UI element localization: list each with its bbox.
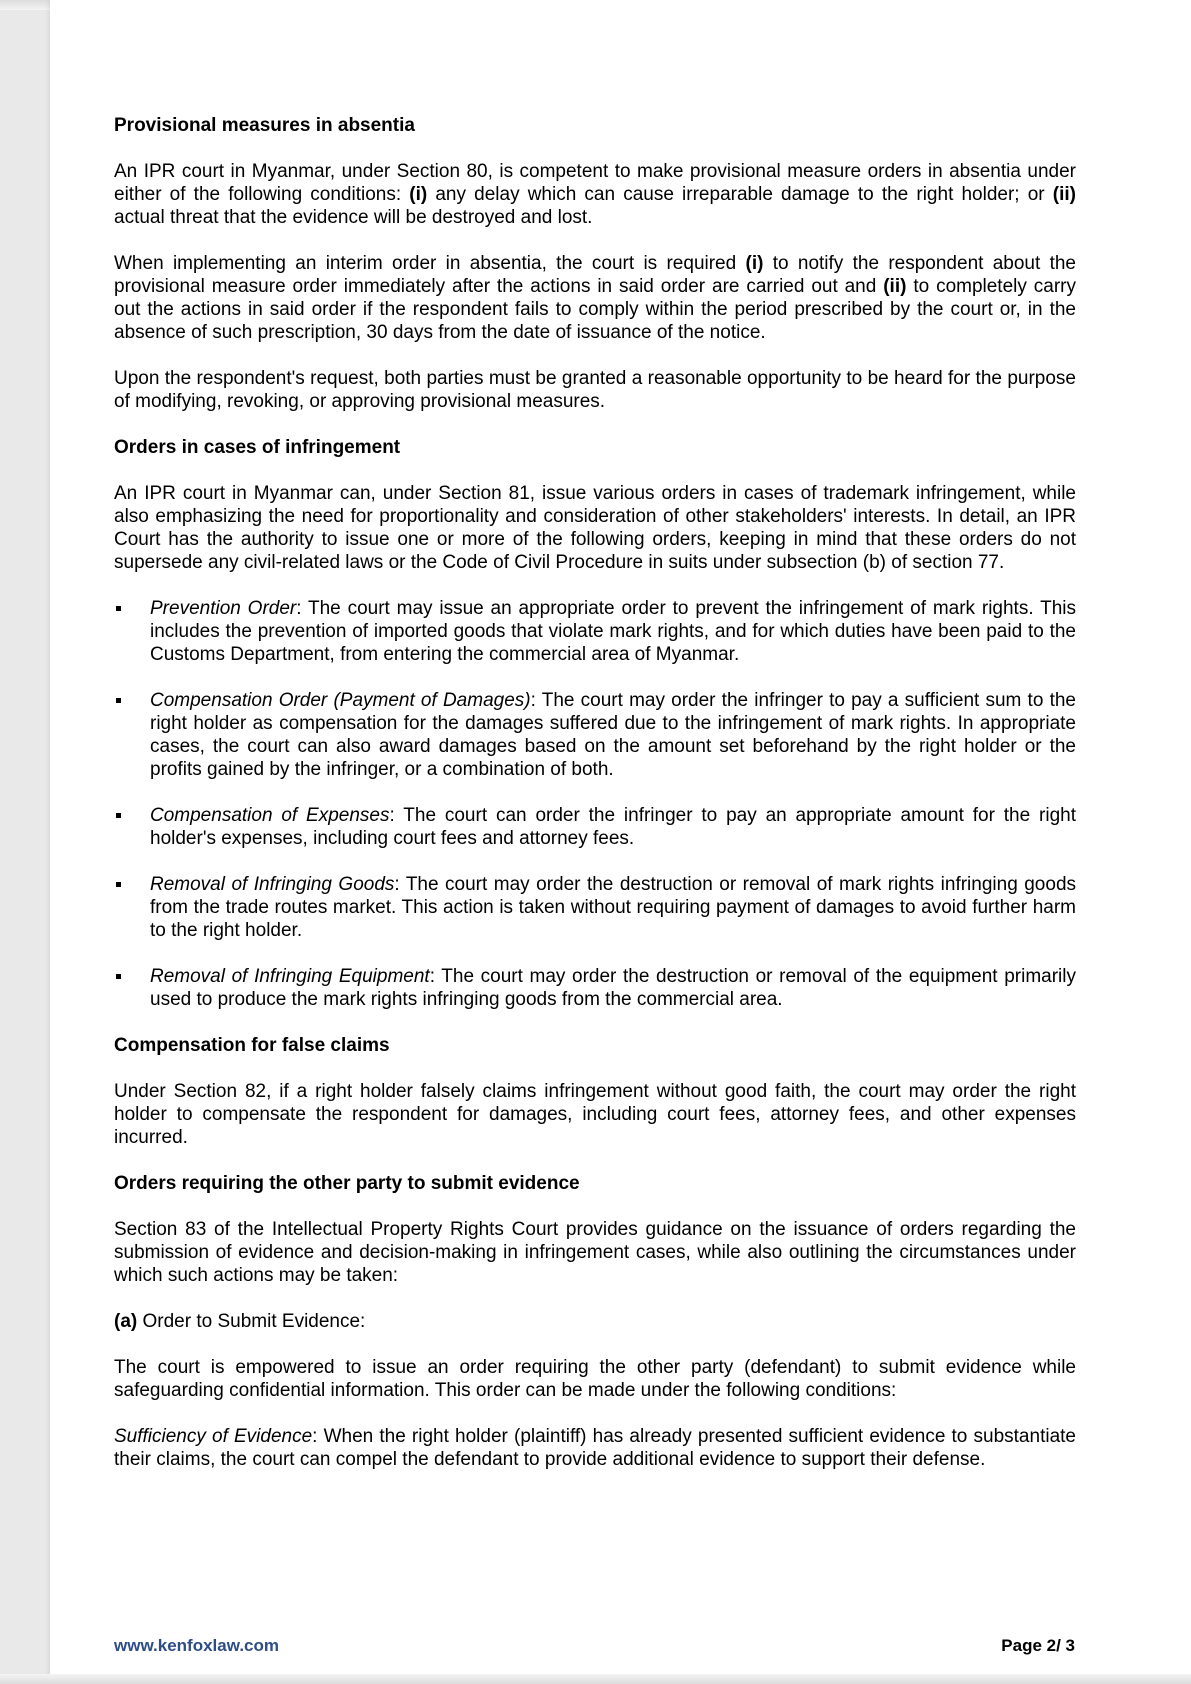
- paragraph: When implementing an interim order in absentia, the court is required (i) to notify the respondent about the provisional measure order immediately after the actions in said order are carried out and (ii) to completely carry out the actions in said order if the respondent fails to comply within the period prescribed by the court or, in the absence of such prescription, 30 days from the date of issuance of the notice.: [114, 253, 1076, 343]
- paragraph: (a) Order to Submit Evidence:: [114, 1311, 366, 1332]
- heading-submit-evidence: Orders requiring the other party to submit evidence: [114, 1173, 580, 1194]
- orders-list: [114, 597, 1076, 1011]
- page-number: Page 2/ 3: [1001, 1636, 1075, 1655]
- list-item: Removal of Infringing Equipment: The court may order the destruction or removal of the equipment primarily used to produce the mark rights infringing goods from the commercial area.: [114, 965, 1076, 1011]
- paragraph: Sufficiency of Evidence: When the right holder (plaintiff) has already presented sufficient evidence to substantiate their claims, the court can compel the defendant to provide additional evidence to support their defense.: [114, 1426, 1076, 1470]
- paragraph: An IPR court in Myanmar can, under Section 81, issue various orders in cases of trademark infringement, while also emphasizing the need for proportionality and consideration of other stakeholders' interests. In detail, an IPR Court has the authority to issue one or more of the following orders, keeping in mind that these orders do not supersede any civil-related laws or the Code of Civil Procedure in suits under subsection (b) of section 77.: [114, 483, 1076, 573]
- footer-website-link[interactable]: www.kenfoxlaw.com: [114, 1636, 280, 1655]
- page-content: [114, 106, 1076, 1494]
- paragraph: Upon the respondent's request, both parties must be granted a reasonable opportunity to be heard for the purpose of modifying, revoking, or approving provisional measures.: [114, 368, 1076, 412]
- paragraph: The court is empowered to issue an order requiring the other party (defendant) to submit evidence while safeguarding confidential information. This order can be made under the following conditions:: [114, 1357, 1076, 1401]
- list-item: Prevention Order: The court may issue an appropriate order to prevent the infringement of mark rights. This includes the prevention of imported goods that violate mark rights, and for which duties have been paid to the Customs Department, from entering the commercial area of Myanmar.: [114, 597, 1076, 666]
- list-item: Compensation Order (Payment of Damages): The court may order the infringer to pay a sufficient sum to the right holder as compensation for the damages suffered due to the infringement of mark rights. In appropriate cases, the court can also award damages based on the amount set beforehand by the right holder or the profits gained by the infringer, or a combination of both.: [114, 689, 1076, 781]
- heading-provisional-measures: Provisional measures in absentia: [114, 115, 415, 136]
- paragraph: An IPR court in Myanmar, under Section 80, is competent to make provisional measure orders in absentia under either of the following conditions: (i) any delay which can cause irreparable damage to the right holder; or (ii) actual threat that the evidence will be destroyed and lost.: [114, 161, 1076, 228]
- paragraph: Under Section 82, if a right holder falsely claims infringement without good faith, the court may order the right holder to compensate the respondent for damages, including court fees, attorney fees, and other expenses incurred.: [114, 1081, 1076, 1148]
- document-page: [50, 0, 1191, 1684]
- paragraph: Section 83 of the Intellectual Property Rights Court provides guidance on the issuance of orders regarding the submission of evidence and decision-making in infringement cases, while also outlining the circumstances under which such actions may be taken:: [114, 1219, 1076, 1286]
- bullet-square-icon: [116, 606, 121, 611]
- heading-orders-infringement: Orders in cases of infringement: [114, 437, 401, 458]
- bullet-square-icon: [116, 882, 121, 887]
- bullet-square-icon: [116, 698, 121, 703]
- bullet-square-icon: [116, 974, 121, 979]
- heading-false-claims: Compensation for false claims: [114, 1035, 390, 1056]
- list-item: Compensation of Expenses: The court can order the infringer to pay an appropriate amount for the right holder's expenses, including court fees and attorney fees.: [114, 804, 1076, 850]
- list-item: Removal of Infringing Goods: The court may order the destruction or removal of mark rights infringing goods from the trade routes market. This action is taken without requiring payment of damages to avoid further harm to the right holder.: [114, 873, 1076, 942]
- viewer-bottom-edge: [0, 1674, 1191, 1684]
- bullet-square-icon: [116, 813, 121, 818]
